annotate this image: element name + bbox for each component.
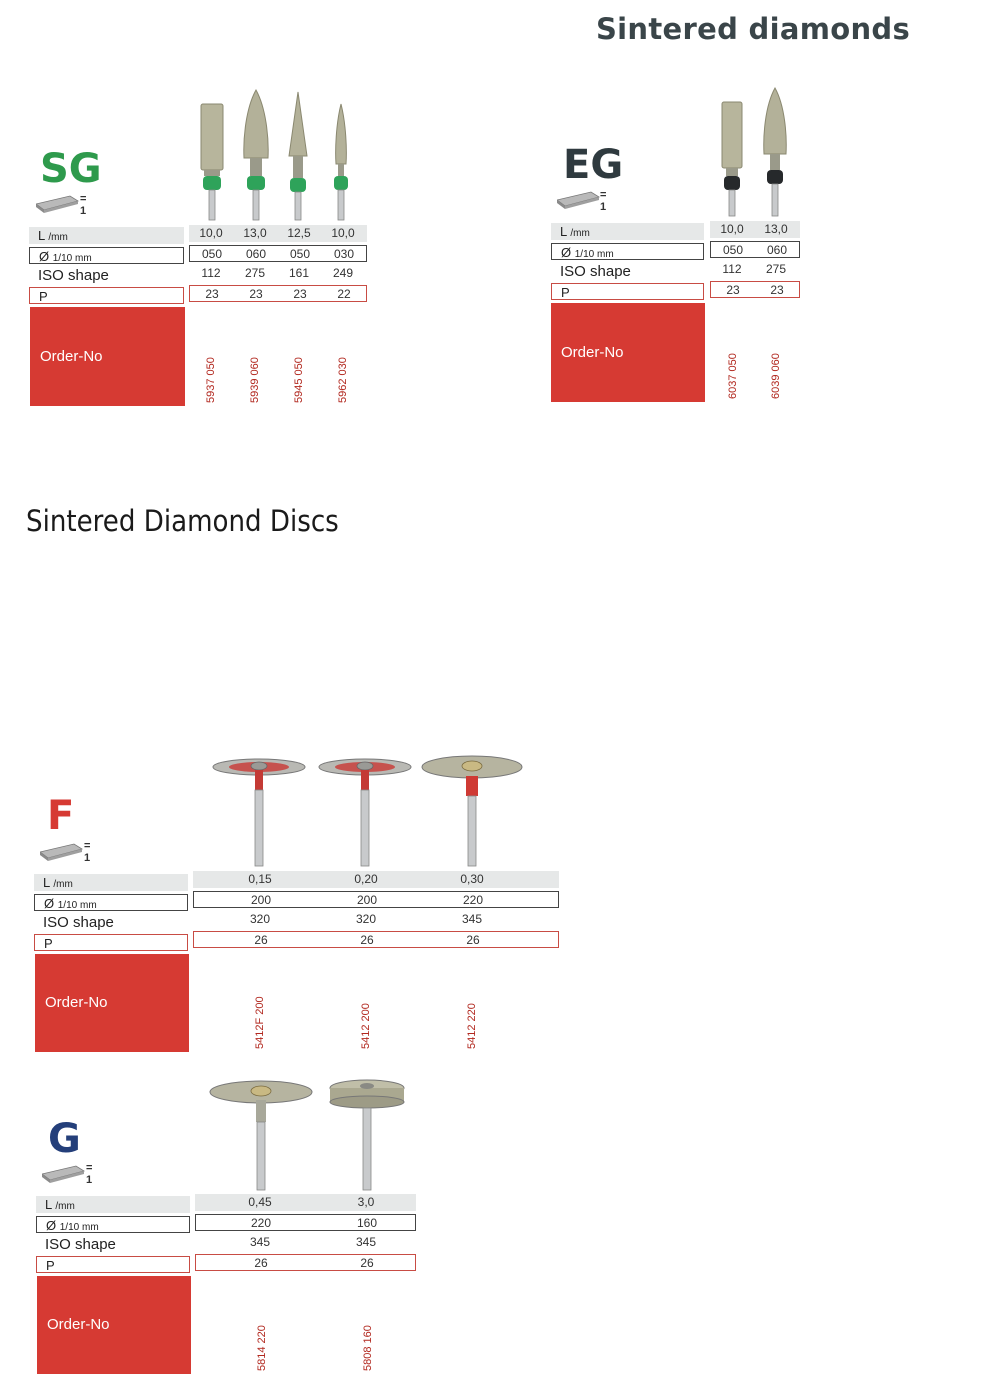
value-cell: 0,30: [460, 872, 484, 886]
row-label-p: [29, 287, 184, 304]
row-label-p: [34, 934, 188, 951]
value-cell: 10,0: [199, 226, 223, 240]
label-iso: ISO shape: [43, 914, 114, 931]
label-iso: ISO shape: [45, 1236, 116, 1253]
value-cell: 320: [355, 912, 377, 926]
value-cell: 320: [249, 912, 271, 926]
label-l: L: [38, 228, 45, 243]
value-cell: 10,0: [331, 226, 355, 240]
order-no-box: [551, 303, 705, 402]
pack-icon: [557, 190, 601, 210]
value-cell: 23: [249, 287, 263, 301]
label-d: Ø: [44, 896, 55, 911]
row-label-iso: [29, 267, 184, 284]
value-cell: 26: [466, 933, 480, 947]
value-cell: 345: [461, 912, 483, 926]
row-label-iso: [551, 263, 704, 280]
label-l-unit: /mm: [48, 232, 68, 243]
order-number: 5412F 200: [254, 996, 266, 1049]
value-cell: 060: [245, 247, 267, 261]
pack-icon: [40, 842, 84, 862]
value-cell: 200: [356, 893, 378, 907]
order-number: 5814 220: [256, 1325, 268, 1371]
value-cell: 112: [201, 266, 221, 280]
order-no-label: Order-No: [561, 344, 624, 361]
label-l-unit: /mm: [53, 879, 73, 890]
value-cell: 13,0: [764, 222, 788, 236]
product-code-f: F: [47, 793, 75, 839]
value-cell: 200: [250, 893, 272, 907]
order-number: 5808 160: [362, 1325, 374, 1371]
label-d: Ø: [46, 1218, 57, 1233]
row-values-length: [189, 225, 367, 242]
value-cell: 050: [201, 247, 223, 261]
value-cell: 22: [337, 287, 351, 301]
disc-icon: [421, 754, 523, 868]
row-label-p: [551, 283, 704, 300]
value-cell: 10,0: [720, 222, 744, 236]
cylinder-bur-icon: [198, 98, 226, 222]
value-cell: 249: [332, 266, 354, 280]
value-cell: 12,5: [287, 226, 311, 240]
value-cell: 220: [250, 1216, 272, 1230]
value-cell: 26: [360, 1256, 374, 1270]
value-cell: 160: [356, 1216, 378, 1230]
label-l-unit: /mm: [570, 228, 590, 239]
row-values-diameter: [710, 241, 800, 258]
label-d-unit: 1/10 mm: [52, 253, 92, 264]
row-values-iso: [710, 261, 800, 278]
label-d-unit: 1/10 mm: [59, 1222, 99, 1233]
value-cell: 23: [293, 287, 307, 301]
product-code-g: G: [48, 1116, 81, 1162]
value-cell: 0,15: [248, 872, 272, 886]
label-p: P: [44, 936, 53, 951]
label-l: L: [43, 875, 50, 890]
value-cell: 0,20: [354, 872, 378, 886]
section-title-discs: Sintered Diamond Discs: [26, 504, 339, 538]
product-code-eg: EG: [563, 142, 624, 188]
row-label-iso: [34, 914, 188, 931]
flame-bur-icon: [240, 88, 272, 222]
order-no-box: [35, 954, 189, 1052]
value-cell: 3,0: [357, 1195, 375, 1209]
value-cell: 112: [722, 262, 742, 276]
page-title: Sintered diamonds: [596, 12, 911, 46]
value-cell: 345: [355, 1235, 377, 1249]
label-p: P: [39, 289, 48, 304]
value-cell: 060: [766, 243, 788, 257]
row-label-p: [36, 1256, 190, 1273]
order-number: 5412 200: [360, 1003, 372, 1049]
value-cell: 23: [770, 283, 784, 297]
row-label-diameter: [29, 247, 184, 264]
value-cell: 13,0: [243, 226, 267, 240]
disc-icon: [209, 1078, 313, 1192]
pack-quantity: = 1: [86, 1162, 93, 1186]
label-l-unit: /mm: [55, 1201, 75, 1212]
row-values-p: [189, 285, 367, 302]
value-cell: 050: [289, 247, 311, 261]
value-cell: 030: [333, 247, 355, 261]
value-cell: 0,45: [248, 1195, 272, 1209]
row-label-length: [34, 874, 188, 891]
label-l: L: [560, 224, 567, 239]
label-p: P: [561, 285, 570, 300]
label-d: Ø: [561, 245, 572, 260]
row-label-length: [551, 223, 704, 240]
order-number: 5939 060: [249, 357, 261, 403]
row-values-diameter: [193, 891, 559, 908]
order-number: 6037 050: [727, 353, 739, 399]
order-no-box: [30, 307, 185, 406]
row-values-diameter: [189, 245, 367, 262]
cylinder-bur-icon: [718, 100, 746, 218]
label-d-unit: 1/10 mm: [574, 249, 614, 260]
value-cell: 161: [288, 266, 310, 280]
order-no-label: Order-No: [47, 1316, 110, 1333]
label-d: Ø: [39, 249, 50, 264]
row-values-iso: [195, 1234, 416, 1251]
needle-bur-icon: [330, 102, 352, 222]
wheel-icon: [328, 1078, 406, 1192]
value-cell: 26: [254, 1256, 268, 1270]
thin-disc-icon: [212, 756, 306, 868]
product-code-sg: SG: [40, 146, 102, 192]
value-cell: 26: [254, 933, 268, 947]
value-cell: 23: [726, 283, 740, 297]
row-label-length: [36, 1196, 190, 1213]
order-no-label: Order-No: [45, 994, 108, 1011]
pack-quantity: = 1: [600, 189, 607, 213]
order-number: 5937 050: [205, 357, 217, 403]
order-no-box: [37, 1276, 191, 1374]
row-values-length: [195, 1194, 416, 1211]
row-values-diameter: [195, 1214, 416, 1231]
row-values-p: [710, 281, 800, 298]
label-iso: ISO shape: [560, 263, 631, 280]
row-values-p: [193, 931, 559, 948]
row-label-diameter: [36, 1216, 190, 1233]
label-l: L: [45, 1197, 52, 1212]
row-values-iso: [193, 911, 559, 928]
value-cell: 275: [765, 262, 787, 276]
value-cell: 26: [360, 933, 374, 947]
pack-quantity: = 1: [84, 840, 91, 864]
order-number: 5945 050: [293, 357, 305, 403]
order-number: 5412 220: [466, 1003, 478, 1049]
label-iso: ISO shape: [38, 267, 109, 284]
value-cell: 050: [722, 243, 744, 257]
cone-bur-icon: [285, 90, 311, 222]
label-p: P: [46, 1258, 55, 1273]
value-cell: 220: [462, 893, 484, 907]
label-d-unit: 1/10 mm: [57, 900, 97, 911]
row-label-diameter: [34, 894, 188, 911]
flame-bur-icon: [760, 86, 790, 218]
row-label-length: [29, 227, 184, 244]
row-values-p: [195, 1254, 416, 1271]
value-cell: 23: [205, 287, 219, 301]
row-values-length: [710, 221, 800, 238]
pack-icon: [42, 1164, 86, 1184]
thin-disc-icon: [318, 756, 412, 868]
value-cell: 275: [244, 266, 266, 280]
row-label-diameter: [551, 243, 704, 260]
row-values-length: [193, 871, 559, 888]
order-number: 5962 030: [337, 357, 349, 403]
row-values-iso: [189, 265, 367, 282]
value-cell: 345: [249, 1235, 271, 1249]
pack-icon: [36, 194, 80, 214]
row-label-iso: [36, 1236, 190, 1253]
pack-quantity: = 1: [80, 193, 87, 217]
order-no-label: Order-No: [40, 348, 103, 365]
order-number: 6039 060: [770, 353, 782, 399]
